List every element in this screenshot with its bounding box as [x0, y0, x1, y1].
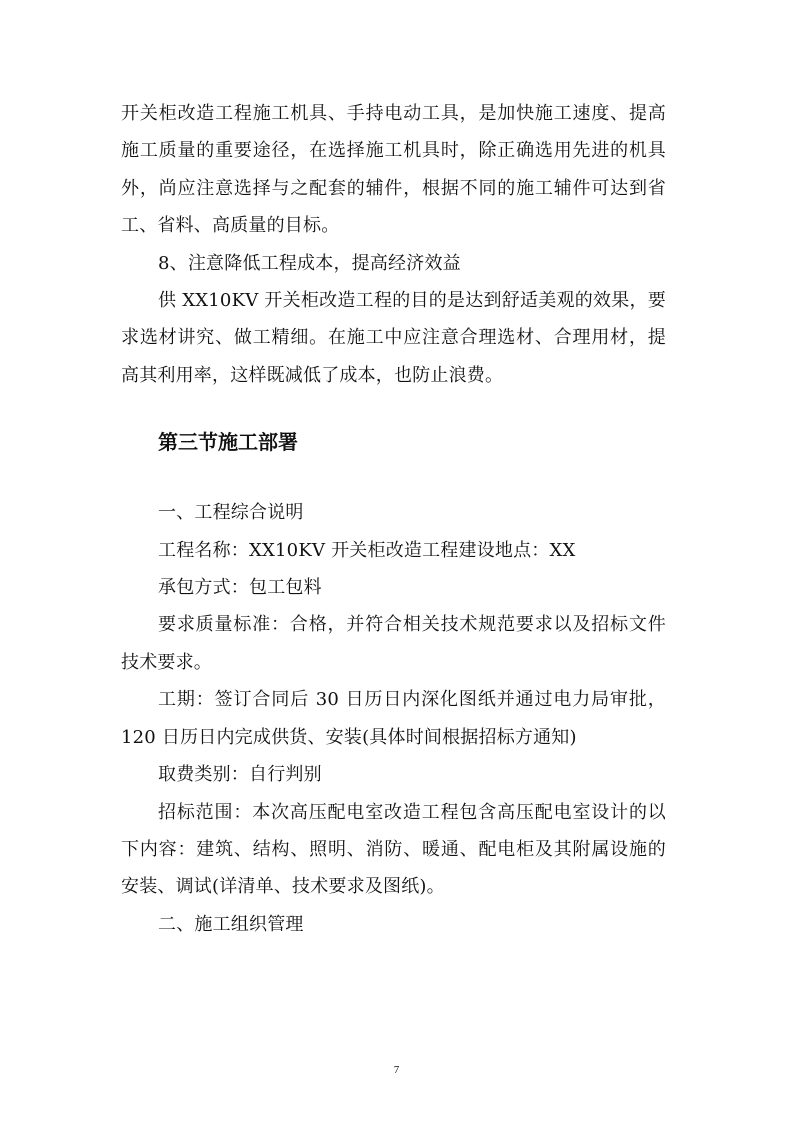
schedule-paragraph: 工期：签订合同后 30 日历日内深化图纸并通过电力局审批，120 日历日内完成供货、安装(具体时间根据招标方通知)	[121, 689, 666, 748]
subsection-organization: 二、施工组织管理	[158, 913, 304, 935]
fee-category-line: 取费类别：自行判别	[158, 764, 322, 786]
page-content	[121, 95, 666, 943]
bid-scope-paragraph: 招标范围：本次高压配电室改造工程包含高压配电室设计的以下内容：建筑、结构、照明、消防、暖通、配电柜及其附属设施的安装、调试(详清单、技术要求及图纸)。	[121, 801, 666, 898]
paragraph-tools: 开关柜改造工程施工机具、手持电动工具，是加快施工速度、提高施工质量的重要途径，在选择施工机具时，除正确选用先进的机具外，尚应注意选择与之配套的辅件，根据不同的施工辅件可达到省工、省料、高质量的目标。	[121, 103, 666, 237]
project-name-line: 工程名称：XX10KV 开关柜改造工程建设地点：XX	[158, 539, 576, 561]
contract-type-line: 承包方式：包工包料	[158, 577, 322, 599]
paragraph-cost-body: 供 XX10KV 开关柜改造工程的目的是达到舒适美观的效果，要求选材讲究、做工精细。在施工中应注意合理选材、合理用材，提高其利用率，这样既减低了成本，也防止浪费。	[121, 290, 666, 386]
section-heading: 第三节施工部署	[158, 430, 298, 455]
quality-standard-paragraph: 要求质量标准：合格，并符合相关技术规范要求以及招标文件技术要求。	[121, 614, 666, 673]
page-number: 7	[393, 1064, 400, 1076]
subsection-overview: 一、工程综合说明	[158, 502, 304, 524]
paragraph-cost-heading: 8、注意降低工程成本，提高经济效益	[158, 252, 461, 274]
